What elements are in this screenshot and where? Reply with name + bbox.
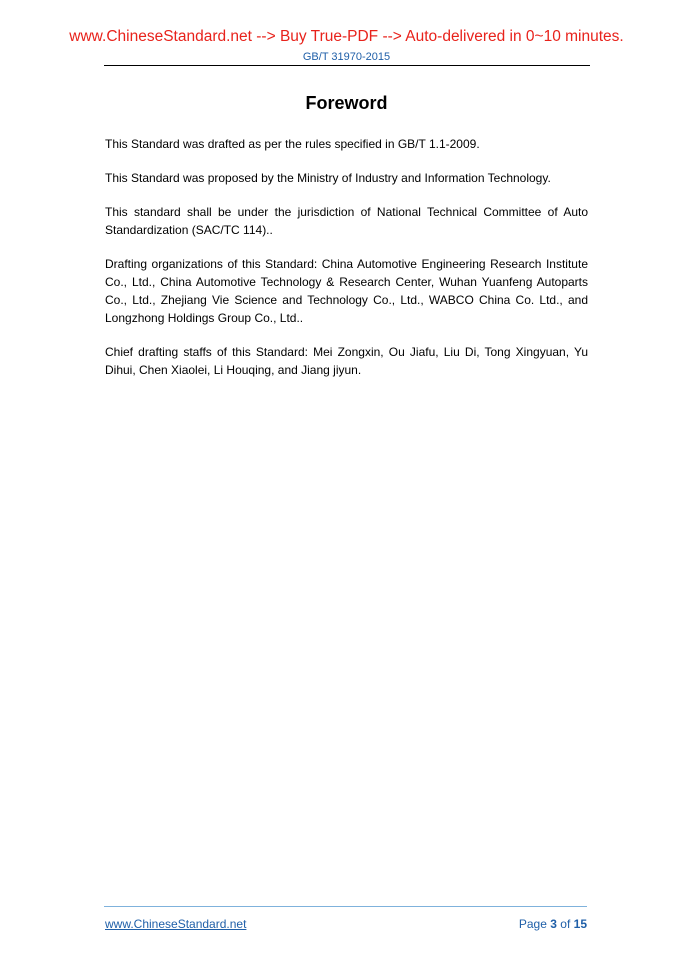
page-label: Page bbox=[518, 917, 547, 931]
footer-divider bbox=[104, 906, 587, 907]
page-total: 15 bbox=[573, 917, 587, 931]
header-divider bbox=[104, 65, 590, 66]
page-title: Foreword bbox=[305, 93, 388, 113]
standard-code: GB/T 31970-2015 bbox=[302, 51, 391, 63]
page-of: of bbox=[560, 917, 571, 931]
paragraph-jurisdiction: This standard shall be under the jurisdiction of National Technical Committee of Auto Standardization (SAC/TC 114).. bbox=[105, 205, 588, 237]
paragraph-drafting-staffs: Chief drafting staffs of this Standard: Mei Zongxin, Ou Jiafu, Liu Di, Tong Xingyuan, Yu Dihui, Chen Xiaolei, Li Houqing, and Jiang jiyun. bbox=[105, 345, 588, 377]
paragraph-drafting-organizations: Drafting organizations of this Standard: China Automotive Engineering Research Institute Co., Ltd., China Automotive Technology & Research Center, Wuhan Yuanfeng Autoparts Co., Ltd., Zhejiang Vie Science and Technology Co., Ltd., WABCO China Co. Ltd., and Longzhong Holdings Group Co., Ltd.. bbox=[105, 257, 588, 325]
page-number bbox=[519, 916, 587, 932]
paragraph-drafting-rules: This Standard was drafted as per the rules specified in GB/T 1.1-2009. bbox=[105, 137, 480, 151]
page-current: 3 bbox=[550, 917, 557, 931]
footer-website-link[interactable]: www.ChineseStandard.net bbox=[105, 917, 247, 931]
paragraph-proposed-by: This Standard was proposed by the Ministry of Industry and Information Technology. bbox=[105, 171, 551, 185]
header-banner[interactable]: www.ChineseStandard.net --> Buy True-PDF --> Auto-delivered in 0~10 minutes. bbox=[69, 28, 624, 45]
document-body bbox=[105, 135, 588, 395]
